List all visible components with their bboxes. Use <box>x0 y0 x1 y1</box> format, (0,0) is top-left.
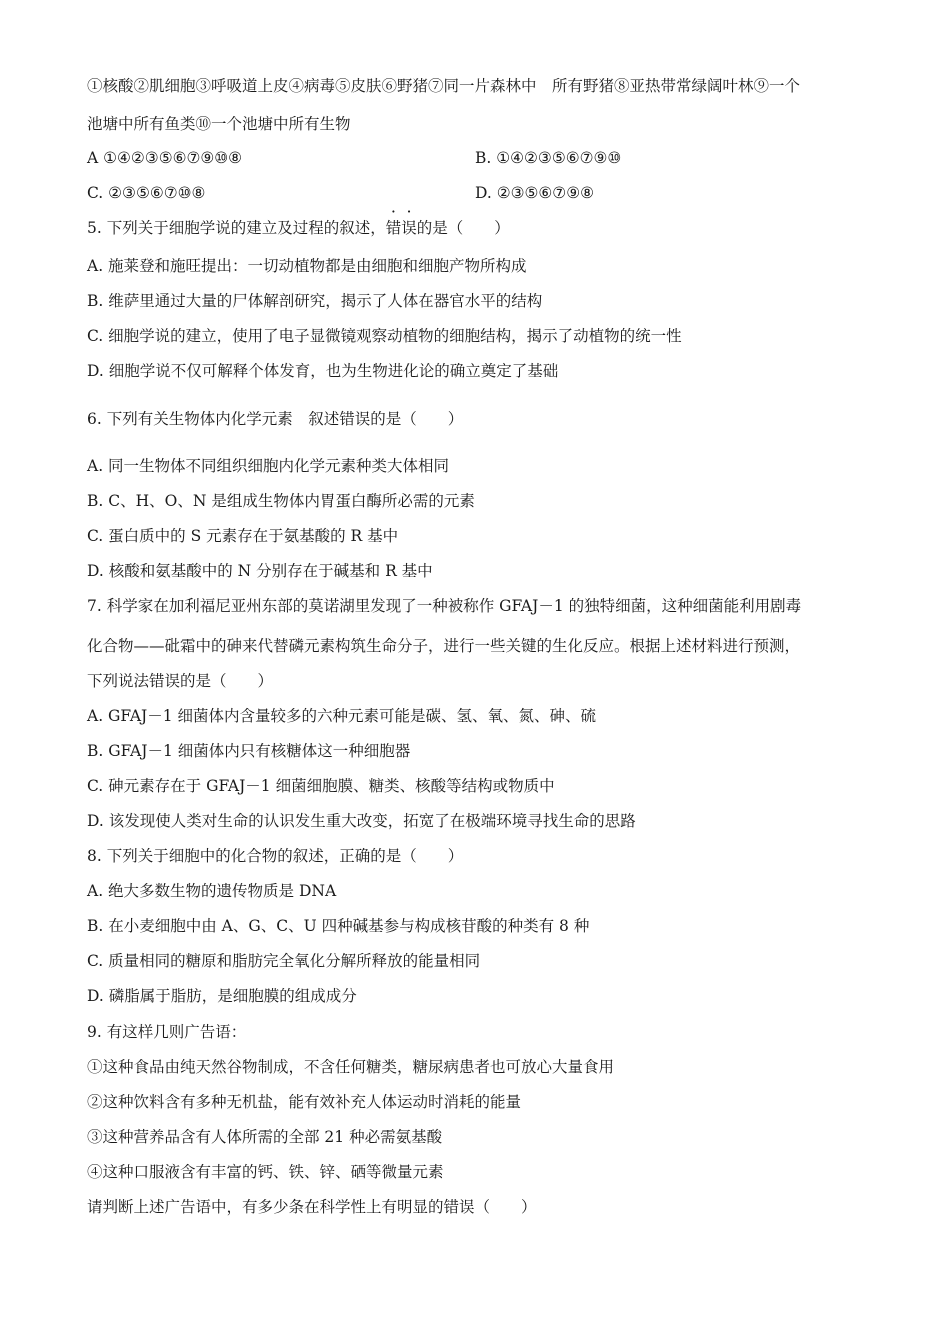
q9-question: 请判断上述广告语中，有多少条在科学性上有明显的错误（ ） <box>87 1198 537 1216</box>
q4-option-a: A ①④②③⑤⑥⑦⑨⑩⑧ <box>87 149 243 167</box>
q5-emphasis-char-2: 误 <box>401 219 417 237</box>
q4-stem-line2: 池塘中所有鱼类⑩一个池塘中所有生物 <box>87 115 351 133</box>
q5-emphasis-char-1: 错 <box>385 219 402 237</box>
q9-ad-2: ②这种饮料含有多种无机盐，能有效补充人体运动时消耗的能量 <box>87 1093 522 1111</box>
q6-option-b: B. C、H、O、N 是组成生物体内胃蛋白酶所必需的元素 <box>87 492 475 510</box>
q9-ad-4: ④这种口服液含有丰富的钙、铁、锌、硒等微量元素 <box>87 1163 444 1181</box>
q6-stem: 6. 下列有关生物体内化学元素 叙述错误的是（ ） <box>87 410 464 428</box>
q7-option-c: C. 砷元素存在于 GFAJ－1 细菌细胞膜、糖类、核酸等结构或物质中 <box>87 777 555 795</box>
q8-option-b: B. 在小麦细胞中由 A、G、C、U 四种碱基参与构成核苷酸的种类有 8 种 <box>87 917 590 935</box>
q9-ad-3: ③这种营养品含有人体所需的全部 21 种必需氨基酸 <box>87 1128 443 1146</box>
q7-option-a: A. GFAJ－1 细菌体内含量较多的六种元素可能是碳、氢、氧、氮、砷、硫 <box>87 707 597 725</box>
q7-stem-line1: 7. 科学家在加利福尼亚州东部的莫诺湖里发现了一种被称作 GFAJ－1 的独特细菌，这种细菌能利用剧毒 <box>87 597 802 615</box>
q8-option-c: C. 质量相同的糖原和脂肪完全氧化分解所释放的能量相同 <box>87 952 481 970</box>
q8-option-d: D. 磷脂属于脂肪，是细胞膜的组成成分 <box>87 987 357 1005</box>
q6-option-c: C. 蛋白质中的 S 元素存在于氨基酸的 R 基中 <box>87 527 399 545</box>
q4-option-c: C. ②③⑤⑥⑦⑩⑧ <box>87 184 206 202</box>
q6-option-a: A. 同一生物体不同组织细胞内化学元素种类大体相同 <box>87 457 450 475</box>
q7-option-b: B. GFAJ－1 细菌体内只有核糖体这一种细胞器 <box>87 742 411 760</box>
q8-option-a: A. 绝大多数生物的遗传物质是 DNA <box>87 882 337 900</box>
q9-ad-1: ①这种食品由纯天然谷物制成，不含任何糖类，糖尿病患者也可放心大量食用 <box>87 1058 615 1076</box>
q9-stem: 9. 有这样几则广告语： <box>87 1023 247 1041</box>
q4-option-d: D. ②③⑤⑥⑦⑨⑧ <box>475 184 594 202</box>
q7-stem-line3: 下列说法错误的是（ ） <box>87 672 274 690</box>
q5-option-d: D. 细胞学说不仅可解释个体发育，也为生物进化论的确立奠定了基础 <box>87 362 559 380</box>
q7-stem-line2: 化合物——砒霜中的砷来代替磷元素构筑生命分子，进行一些关键的生化反应。根据上述材料进行预测， <box>87 637 801 655</box>
q4-option-b: B. ①④②③⑤⑥⑦⑨⑩ <box>475 149 622 167</box>
q5-option-b: B. 维萨里通过大量的尸体解剖研究，揭示了人体在器官水平的结构 <box>87 292 543 310</box>
q5-option-a: A. 施莱登和施旺提出：一切动植物都是由细胞和细胞产物所构成 <box>87 257 527 275</box>
q7-option-d: D. 该发现使人类对生命的认识发生重大改变，拓宽了在极端环境寻找生命的思路 <box>87 812 636 830</box>
q5-option-c: C. 细胞学说的建立，使用了电子显微镜观察动植物的细胞结构，揭示了动植物的统一性 <box>87 327 682 345</box>
q4-stem-line1: ①核酸②肌细胞③呼吸道上皮④病毒⑤皮肤⑥野猪⑦同一片森林中 所有野猪⑧亚热带常绿阔叶林⑨一个 <box>87 77 801 95</box>
q5-stem-after: 的是（ ） <box>416 219 510 237</box>
q8-stem: 8. 下列关于细胞中的化合物的叙述，正确的是（ ） <box>87 847 464 865</box>
q6-option-d: D. 核酸和氨基酸中的 N 分别存在于碱基和 R 基中 <box>87 562 433 580</box>
q5-stem <box>87 218 510 238</box>
q5-stem-before: 5. 下列关于细胞学说的建立及过程的叙述， <box>87 219 386 237</box>
